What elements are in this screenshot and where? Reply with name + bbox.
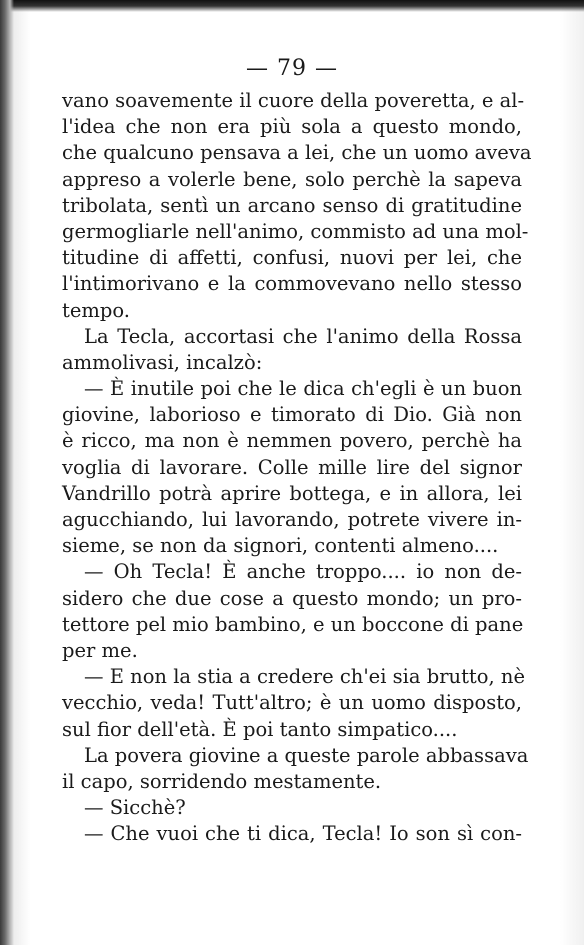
text-line: che qualcuno pensava a lei, che un uomo aveva: [62, 141, 532, 165]
text-line: l'intimorivano e la commovevano nello stesso: [62, 272, 522, 296]
text-line: sul fior dell'età. È poi tanto simpatico....: [62, 717, 458, 741]
text-line: tempo.: [62, 298, 130, 322]
text-line: l'idea che non era più sola a questo mondo,: [62, 115, 522, 139]
text-line: sidero che due cose a questo mondo; un pro-: [62, 586, 522, 610]
text-line: La povera giovine a queste parole abbassava: [84, 743, 529, 767]
text-line: il capo, sorridendo mestamente.: [62, 769, 382, 793]
text-line: appreso a volerle bene, solo perchè la sapeva: [62, 167, 522, 191]
text-line: voglia di lavorare. Colle mille lire del signor: [62, 455, 522, 479]
text-line: titudine di affetti, confusi, nuovi per lei, che: [62, 246, 522, 270]
text-line: vecchio, veda! Tutt'altro; è un uomo disposto,: [62, 691, 522, 715]
text-line: Vandrillo potrà aprire bottega, e in allora, lei: [62, 481, 522, 505]
page-number: — 79 —: [246, 56, 338, 81]
text-line: — E non la stia a credere ch'ei sia brutto, nè: [84, 665, 525, 689]
text-line: ammolivasi, incalzò:: [62, 350, 263, 374]
page-binding-shadow: [0, 0, 14, 945]
text-line: — È inutile poi che le dica ch'egli è un buon: [84, 377, 522, 401]
text-line: — Oh Tecla! È anche troppo.... io non de-: [84, 560, 522, 584]
text-line: tettore pel mio bambino, e un boccone di pane: [62, 612, 524, 636]
text-line: vano soavemente il cuore della poveretta, e al-: [62, 89, 525, 112]
text-line: germogliarle nell'animo, commisto ad una mol-: [62, 219, 529, 243]
text-line: giovine, laborioso e timorato di Dio. Già non: [62, 403, 522, 427]
body-text: [62, 88, 532, 847]
text-line: per me.: [62, 638, 138, 662]
text-line: sieme, se non da signori, contenti almeno....: [62, 534, 499, 558]
page-top-edge: [0, 0, 584, 12]
text-line: La Tecla, accortasi che l'animo della Rossa: [84, 324, 522, 348]
text-line: agucchiando, lui lavorando, potrete vivere in-: [62, 508, 522, 531]
text-line: tribolata, sentì un arcano senso di gratitudine: [62, 193, 522, 217]
text-line: — Che vuoi che ti dica, Tecla! Io son sì con-: [84, 822, 522, 846]
text-line: — Sicchè?: [84, 796, 186, 820]
text-line: è ricco, ma non è nemmen povero, perchè ha: [62, 429, 522, 453]
